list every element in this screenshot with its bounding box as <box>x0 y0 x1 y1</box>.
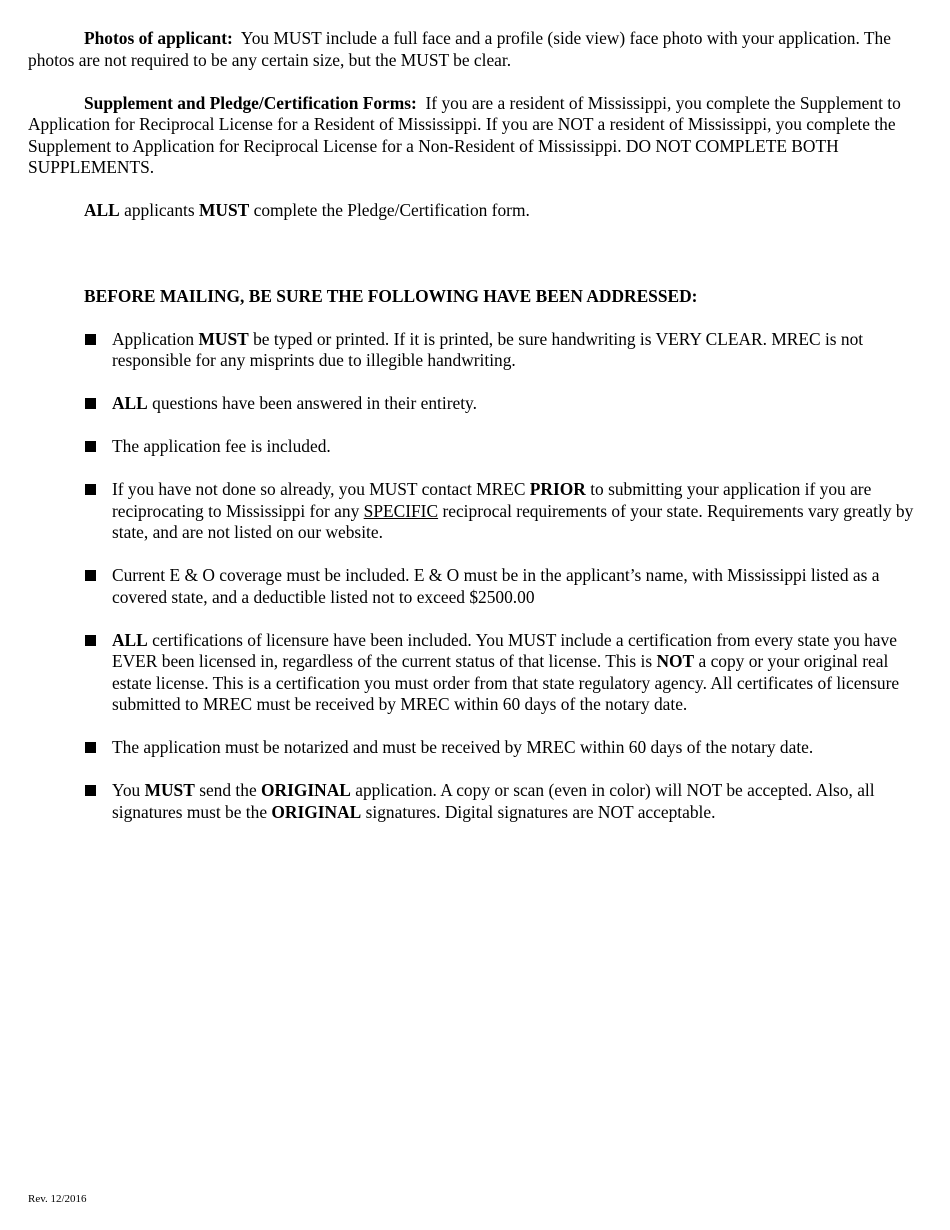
item-text: Application <box>112 328 195 349</box>
square-bullet-icon <box>85 742 96 753</box>
item-text: send the <box>199 780 257 800</box>
pledge-all-emphasis: ALL <box>84 200 120 220</box>
square-bullet-icon <box>85 334 96 345</box>
item-emphasis: NOT <box>656 651 695 671</box>
item-emphasis: MUST <box>198 328 249 349</box>
checklist-item-original <box>28 780 928 823</box>
item-emphasis: ALL <box>112 629 148 650</box>
item-text: application. A copy or scan (even in color) will NOT be accepted. Also, all signatures must be the <box>112 780 875 822</box>
photos-label: Photos of applicant: <box>84 28 233 48</box>
item-text: certifications of licensure have been included. You MUST include a certification from every state you have EVER been licensed in, regardless of the current status of that license. This is <box>112 629 897 671</box>
item-text: Current E & O coverage must be included. E & O must be in the applicant’s name, with Mississippi listed as a covered state, and a deductible listed not to exceed $2500.00 <box>112 565 880 607</box>
mailing-checklist <box>28 329 928 824</box>
square-bullet-icon <box>85 570 96 581</box>
supplement-label: Supplement and Pledge/Certification Forms: <box>84 92 417 113</box>
checklist-item-eo <box>28 565 928 608</box>
pledge-text-2: complete the Pledge/Certification form. <box>253 200 530 220</box>
square-bullet-icon <box>85 398 96 409</box>
square-bullet-icon <box>85 441 96 452</box>
checklist-heading: BEFORE MAILING, BE SURE THE FOLLOWING HAVE BEEN ADDRESSED: <box>84 285 698 306</box>
item-text: reciprocal requirements of your state. Requirements vary greatly by state, and are not listed on our website. <box>112 500 914 542</box>
item-text: be typed or printed. If it is printed, be sure handwriting is VERY CLEAR. MREC is not responsible for any misprints due to illegible handwriting. <box>112 328 864 370</box>
item-text: questions have been answered in their entirety. <box>152 393 477 413</box>
square-bullet-icon <box>85 484 96 495</box>
square-bullet-icon <box>85 785 96 796</box>
item-text: If you have not done so already, you MUST contact MREC <box>112 479 526 499</box>
item-emphasis: MUST <box>144 780 195 800</box>
checklist-item-fee <box>28 436 928 458</box>
item-text: The application must be notarized and must be received by MREC within 60 days of the notary date. <box>112 737 814 757</box>
checklist-item-typed <box>28 329 928 372</box>
item-emphasis: ALL <box>112 393 148 413</box>
pledge-paragraph <box>28 200 928 222</box>
item-text: You <box>112 780 141 800</box>
item-text: The application fee is included. <box>112 436 331 456</box>
supplement-text: If you are a resident of Mississippi, you complete the Supplement to Application for Reciprocal License for a Resident of Mississippi. If you are NOT a resident of Mississippi, you complete the Supplement to Application for Reciprocal License for a Non-Resident of Mississippi. DO NOT COMPLETE BOTH SUPPLEMENTS. <box>28 92 901 177</box>
item-underline: SPECIFIC <box>363 500 439 521</box>
item-emphasis: ORIGINAL <box>261 780 351 800</box>
checklist-item-contact <box>28 479 928 544</box>
item-text: signatures. Digital signatures are NOT acceptable. <box>365 801 716 822</box>
supplement-paragraph <box>28 93 928 179</box>
checklist-item-certifications <box>28 630 928 716</box>
item-emphasis: ORIGINAL <box>271 801 362 822</box>
item-text: a copy or your original real estate license. This is a certification you must order from that state regulatory agency. All certificates of licensure submitted to MREC must be received by MREC within 60 days of the notary date. <box>112 651 900 714</box>
pledge-must-emphasis: MUST <box>199 200 250 220</box>
item-text: to submitting your application if you are reciprocating to Mississippi for any <box>112 479 872 521</box>
revision-footer: Rev. 12/2016 <box>28 1193 87 1205</box>
photos-paragraph <box>28 28 928 71</box>
document-page <box>28 28 928 845</box>
checklist-item-notary <box>28 737 928 759</box>
pledge-text-1: applicants <box>124 200 195 220</box>
item-emphasis: PRIOR <box>529 479 586 499</box>
photos-text: You MUST include a full face and a profile (side view) face photo with your application. The photos are not required to be any certain size, but the MUST be clear. <box>28 28 891 70</box>
square-bullet-icon <box>85 635 96 646</box>
checklist-item-questions <box>28 393 928 415</box>
